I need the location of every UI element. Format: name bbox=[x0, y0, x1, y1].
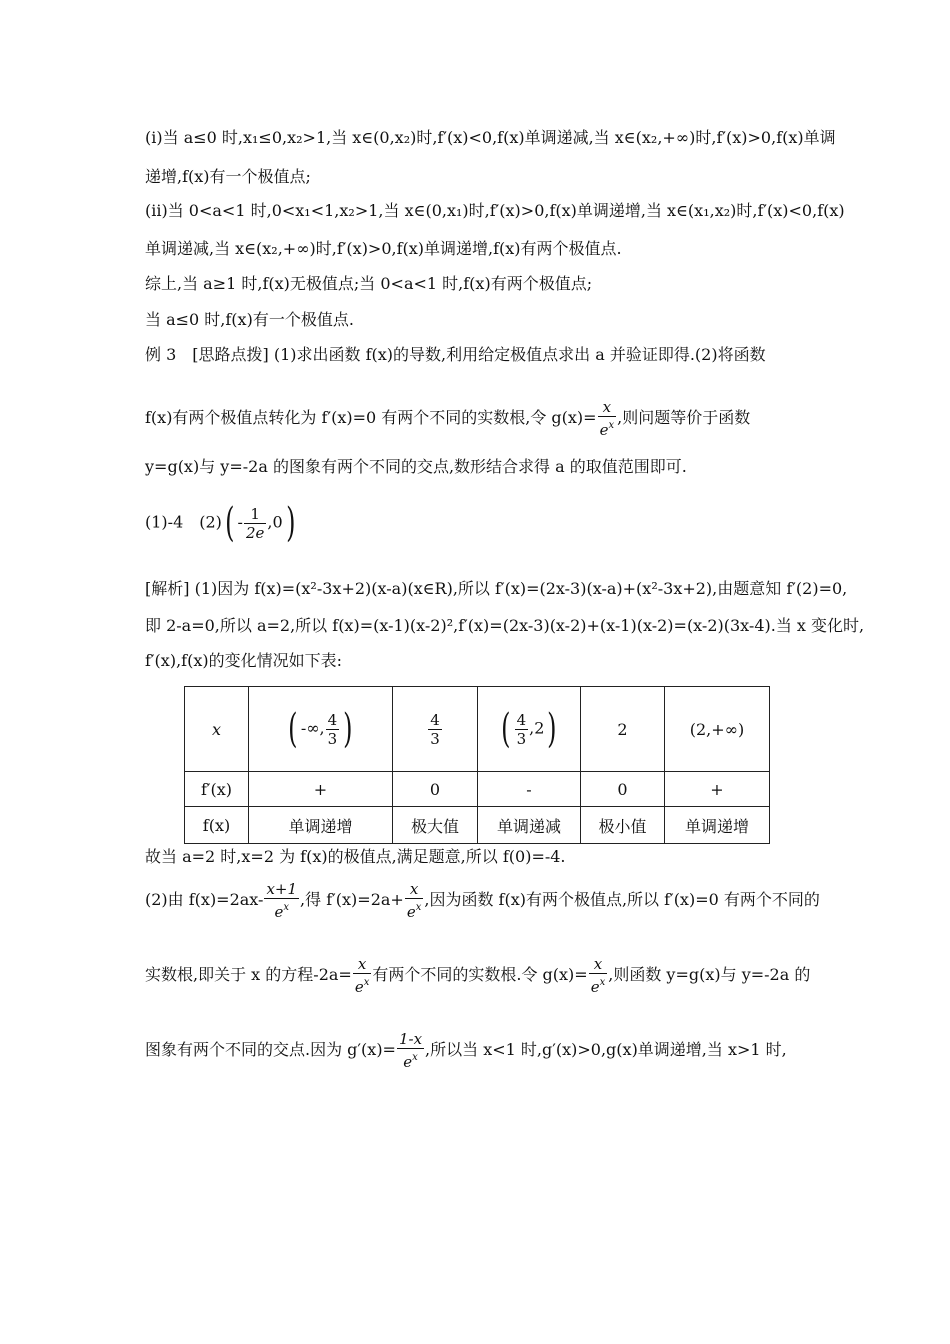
table-row: f(x) 单调递增 极大值 单调递减 极小值 单调递增 bbox=[185, 807, 770, 844]
right-paren: ) bbox=[285, 500, 296, 546]
left-paren: ( bbox=[225, 500, 235, 546]
text-line-7: 例 3 [思路点拨] (1)求出函数 f(x)的导数,利用给定极值点求出 a 并验证即得.(2)将函数 bbox=[145, 345, 766, 364]
line8-text-a: f(x)有两个极值点转化为 f′(x)=0 有两个不同的实数根,令 g(x)= bbox=[145, 408, 597, 427]
text-line-5: 综上,当 a≥1 时,f(x)无极值点;当 0<a<1 时,f(x)有两个极值点; bbox=[145, 274, 593, 293]
text-line-13: f′(x),f(x)的变化情况如下表: bbox=[145, 651, 342, 670]
text-line-3: (ii)当 0<a<1 时,0<x₁<1,x₂>1,当 x∈(0,x₁)时,f′(x)>0,f(x)单调递增,当 x∈(x₁,x₂)时,f′(x)<0,f(x) bbox=[145, 201, 845, 220]
fraction-xp1-over-ex: $\frac{x+1}{e^x}$ bbox=[266, 880, 298, 921]
fraction-1-over-2e: $\frac{1}{2e}$ bbox=[245, 504, 265, 542]
text-line-4: 单调递减,当 x∈(x₂,+∞)时,f′(x)>0,f(x)单调递增,f(x)有两个极值点. bbox=[145, 239, 622, 258]
table-row: x ( -∞, $\frac{4}{3}$ ) $\frac{4}{3}$ ( $\frac{4}{3}$ ,2) 2 (2,+∞) bbox=[185, 687, 770, 772]
text-line-16: 实数根,即关于 x 的方程-2a= $\frac{x}{e^x}$ 有两个不同的实数根.令 g(x)= $\frac{x}{e^x}$ ,则函数 y=g(x)与 y=-2a 的 bbox=[145, 955, 811, 996]
fraction-x-over-ex-2: $\frac{x}{e^x}$ bbox=[406, 880, 422, 921]
fraction-x-over-ex-3: $\frac{x}{e^x}$ bbox=[354, 955, 370, 996]
fraction-x-over-ex-4: $\frac{x}{e^x}$ bbox=[590, 955, 606, 996]
text-line-12: 即 2-a=0,所以 a=2,所以 f(x)=(x-1)(x-2)²,f′(x)=(2x-3)(x-2)+(x-1)(x-2)=(x-2)(3x-4).当 x 变化时, bbox=[145, 616, 865, 635]
text-line-15: (2)由 f(x)=2ax- $\frac{x+1}{e^x}$ ,得 f′(x)=2a+ $\frac{x}{e^x}$ ,因为函数 f(x)有两个极值点,所以 f′(x)=0 有两个不同的 bbox=[145, 880, 820, 921]
text-line-2: 递增,f(x)有一个极值点; bbox=[145, 167, 311, 186]
text-line-8 bbox=[145, 398, 750, 439]
text-line-14: 故当 a=2 时,x=2 为 f(x)的极值点,满足题意,所以 f(0)=-4. bbox=[145, 847, 566, 866]
text-line-17: 图象有两个不同的交点.因为 g′(x)= $\frac{1-x}{e^x}$ ,所以当 x<1 时,g′(x)>0,g(x)单调递增,当 x>1 时, bbox=[145, 1030, 787, 1071]
table-row: f′(x) + 0 - 0 + bbox=[185, 772, 770, 807]
text-line-6: 当 a≤0 时,f(x)有一个极值点. bbox=[145, 310, 354, 329]
text-line-10: (1)-4 (2)( - $\frac{1}{2e}$ ,0) bbox=[145, 500, 296, 546]
fraction-x-over-ex: $\frac{x}{e^x}$ bbox=[599, 398, 615, 439]
fraction-1mx-over-ex: $\frac{1-x}{e^x}$ bbox=[398, 1030, 423, 1071]
line8-text-b: ,则问题等价于函数 bbox=[617, 408, 751, 427]
text-line-9: y=g(x)与 y=-2a 的图象有两个不同的交点,数形结合求得 a 的取值范围即可. bbox=[145, 457, 687, 476]
variation-table bbox=[184, 686, 770, 844]
text-line-11: [解析] (1)因为 f(x)=(x²-3x+2)(x-a)(x∈R),所以 f′(x)=(2x-3)(x-a)+(x²-3x+2),由题意知 f′(2)=0, bbox=[145, 579, 848, 598]
answer-text: (1)-4 (2) bbox=[145, 512, 222, 532]
text-line-1: (i)当 a≤0 时,x₁≤0,x₂>1,当 x∈(0,x₂)时,f′(x)<0,f(x)单调递减,当 x∈(x₂,+∞)时,f′(x)>0,f(x)单调 bbox=[145, 128, 836, 147]
